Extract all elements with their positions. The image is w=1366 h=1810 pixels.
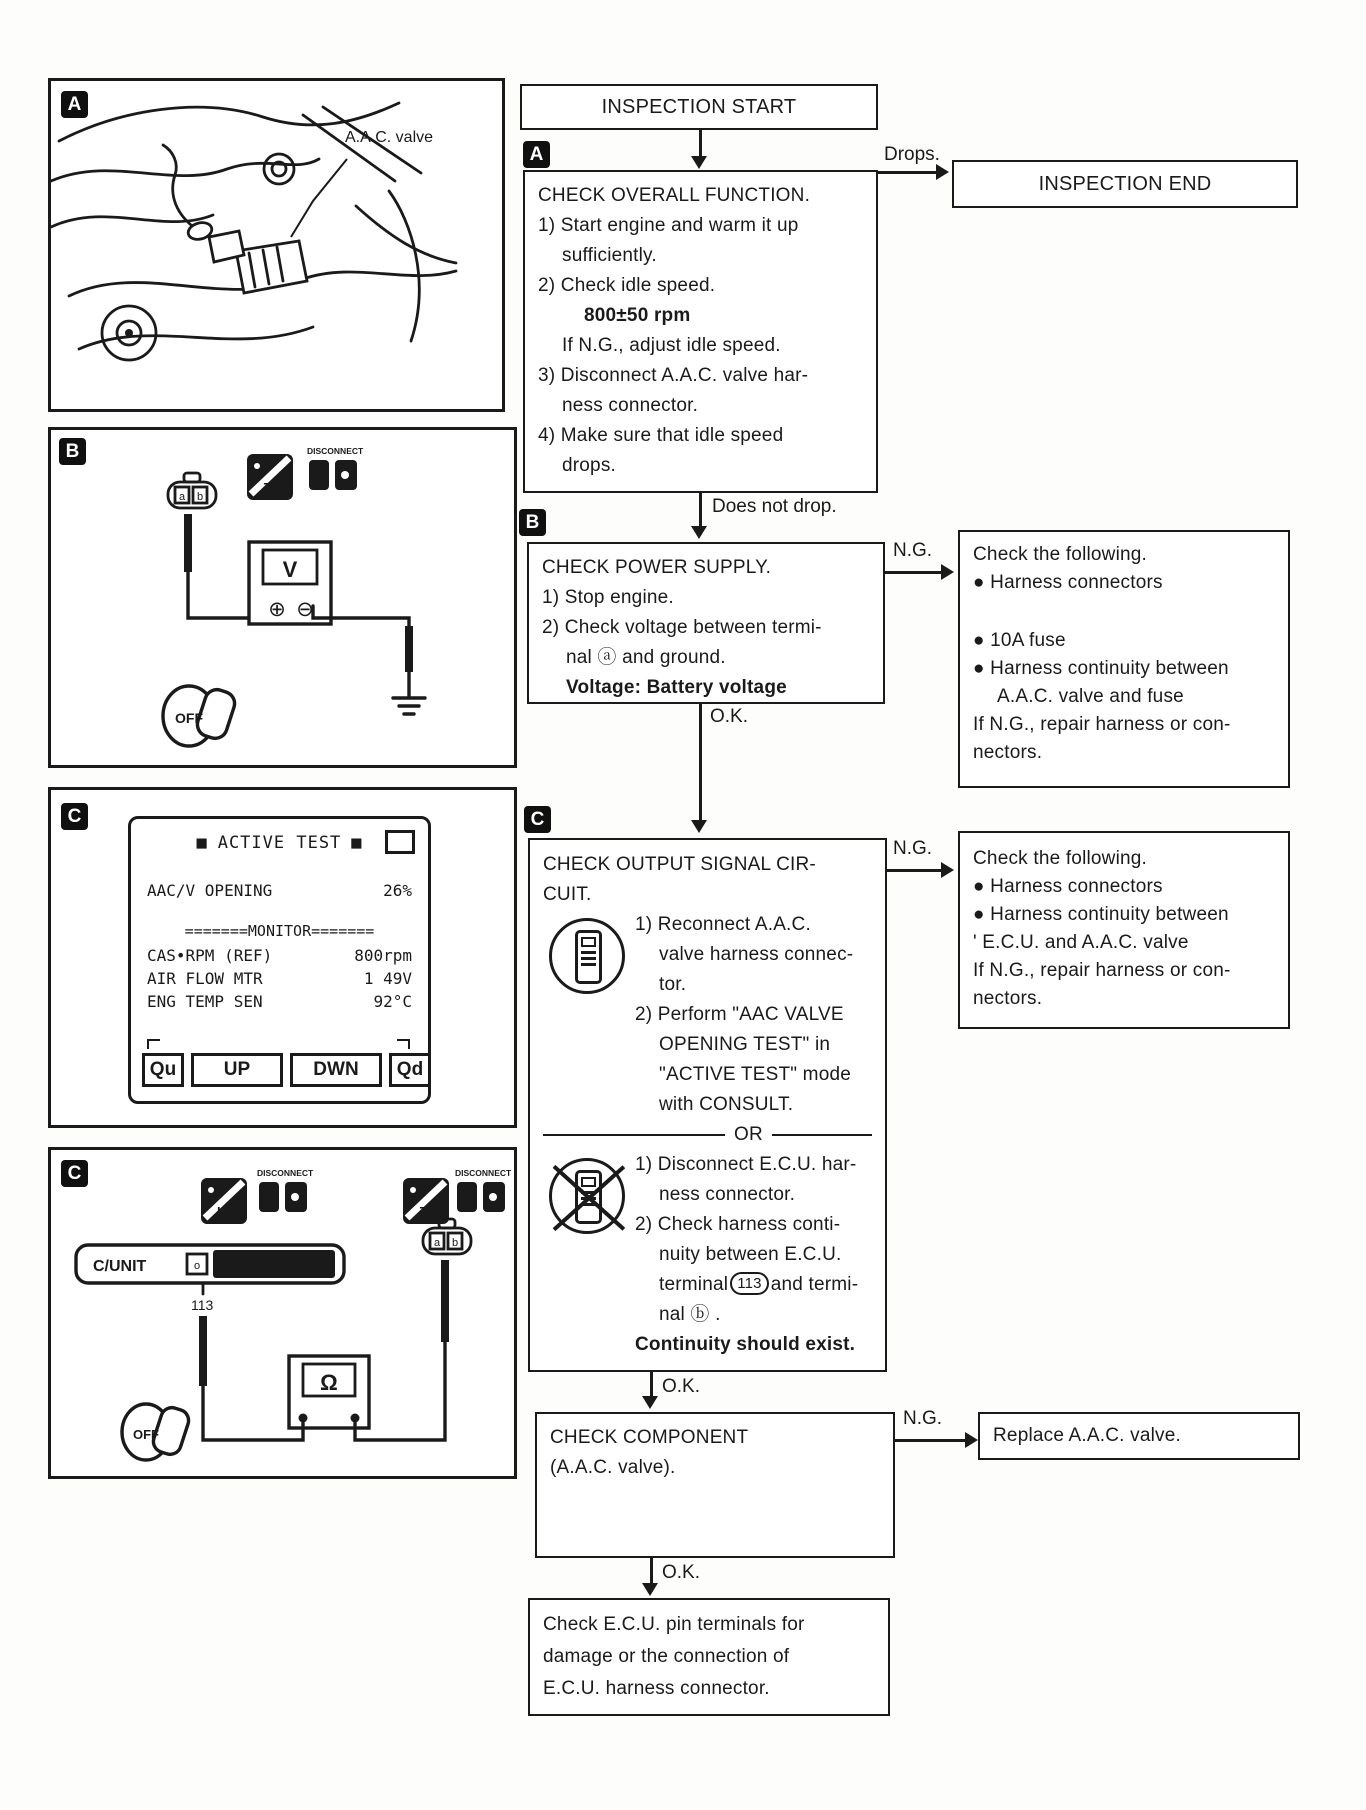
text-line: OPENING TEST" in bbox=[659, 1034, 831, 1055]
bullet-line: ● Harness connectors bbox=[973, 876, 1163, 897]
ts-tool-icon bbox=[247, 454, 293, 500]
text-line: nuity between E.C.U. bbox=[659, 1244, 842, 1265]
branch-label-does-not-drop: Does not drop. bbox=[712, 496, 837, 517]
text-line: 2) Check harness conti- bbox=[635, 1214, 841, 1235]
ignition-off-icon bbox=[163, 686, 238, 746]
bullet-line: ● Harness connectors bbox=[973, 572, 1163, 593]
box-title: CUIT. bbox=[543, 884, 592, 905]
svg-text:HS: HS bbox=[216, 1204, 236, 1219]
text-line: If N.G., adjust idle speed. bbox=[562, 335, 781, 356]
text-line: Check the following. bbox=[973, 544, 1148, 565]
bullet-line: ● Harness continuity between bbox=[973, 904, 1229, 925]
bullet-line: ● 10A fuse bbox=[973, 630, 1066, 651]
svg-text:CONNECTOR: CONNECTOR bbox=[230, 1257, 318, 1272]
disconnect-icon bbox=[257, 1168, 314, 1212]
ohmmeter-diagram bbox=[51, 1150, 514, 1476]
qd-button: Qd bbox=[389, 1053, 431, 1087]
text-line: 1) Start engine and warm it up bbox=[538, 215, 799, 236]
screen-buttons bbox=[142, 1053, 431, 1087]
branch-label-ng: N.G. bbox=[893, 838, 933, 859]
text-line: with CONSULT. bbox=[659, 1094, 794, 1115]
monitor-row: ENG TEMP SEN 92°C bbox=[147, 992, 412, 1011]
text-line: 2) Perform "AAC VALVE bbox=[635, 1004, 844, 1025]
step-b-badge: B bbox=[519, 509, 546, 536]
text-line: (A.A.C. valve). bbox=[550, 1457, 676, 1478]
inspection-end-box: INSPECTION END bbox=[952, 160, 1298, 208]
text-line: A.A.C. valve and fuse bbox=[997, 686, 1184, 707]
text-line: terminal 113 and termi- bbox=[659, 1274, 859, 1295]
svg-text:a: a bbox=[433, 1237, 441, 1249]
arrow-down-icon bbox=[642, 1396, 658, 1409]
active-test-title: ■ ACTIVE TEST ■ bbox=[196, 833, 363, 853]
or-divider: OR bbox=[543, 1120, 872, 1150]
text-line: nectors. bbox=[973, 742, 1043, 763]
aac-valve-callout: A.A.C. valve bbox=[345, 129, 434, 146]
branch-label-ok: O.K. bbox=[662, 1376, 701, 1397]
monitor-row: AIR FLOW MTR 1 49V bbox=[147, 969, 412, 988]
replace-aac-valve-box: Replace A.A.C. valve. bbox=[978, 1412, 1300, 1460]
step-a-badge: A bbox=[523, 141, 550, 168]
flow-connector bbox=[699, 704, 702, 820]
hs-tool-icon bbox=[201, 1178, 247, 1224]
ground-icon bbox=[393, 668, 425, 714]
inspection-start-box: INSPECTION START bbox=[520, 84, 878, 130]
bullet-line: ● Harness continuity between bbox=[973, 658, 1229, 679]
branch-label-ok: O.K. bbox=[662, 1562, 701, 1583]
corner-mark bbox=[147, 1039, 160, 1049]
disconnect-icon bbox=[307, 446, 364, 490]
cunit-connector-bar bbox=[76, 1245, 344, 1283]
svg-text:b: b bbox=[196, 491, 204, 503]
check-power-supply-box bbox=[527, 542, 885, 704]
title-square-left: ■ bbox=[196, 833, 208, 853]
flow-connector bbox=[885, 571, 942, 574]
svg-text:b: b bbox=[451, 1237, 459, 1249]
panel-c-badge: C bbox=[61, 803, 88, 830]
arrow-right-icon bbox=[941, 862, 954, 878]
svg-text:C/UNIT: C/UNIT bbox=[93, 1258, 147, 1275]
box-title: CHECK OUTPUT SIGNAL CIR- bbox=[543, 854, 816, 875]
panel-b-badge: B bbox=[59, 438, 86, 465]
panel-power-supply-diagram bbox=[48, 427, 517, 768]
voltmeter-diagram bbox=[51, 430, 514, 765]
text-line: 3) Disconnect A.A.C. valve har- bbox=[538, 365, 809, 386]
spec-line: Continuity should exist. bbox=[635, 1334, 856, 1355]
box-title: CHECK POWER SUPPLY. bbox=[542, 557, 772, 578]
ohmmeter-icon bbox=[289, 1356, 369, 1428]
qu-button: Qu bbox=[142, 1053, 184, 1087]
text-line: E.C.U. harness connector. bbox=[543, 1678, 770, 1699]
text-line: valve harness connec- bbox=[659, 944, 854, 965]
monitor-row: CAS•RPM (REF) 800rpm bbox=[147, 946, 412, 965]
svg-text:TS: TS bbox=[263, 480, 281, 495]
text-line: 4) Make sure that idle speed bbox=[538, 425, 784, 446]
text-line: nectors. bbox=[973, 988, 1043, 1009]
active-test-row: AAC/V OPENING 26% bbox=[147, 881, 412, 900]
arrow-right-icon bbox=[936, 164, 949, 180]
flow-connector bbox=[699, 130, 702, 156]
arrow-down-icon bbox=[642, 1583, 658, 1596]
screen-checkbox bbox=[385, 830, 415, 854]
check-component-box bbox=[535, 1412, 895, 1558]
connector-icon bbox=[423, 1219, 471, 1254]
text-line: 1) Disconnect E.C.U. har- bbox=[635, 1154, 857, 1175]
svg-text:TS: TS bbox=[419, 1204, 437, 1219]
no-consult-device-icon bbox=[549, 1158, 625, 1234]
corner-mark bbox=[397, 1039, 410, 1049]
text-line: nal ⓑ . bbox=[659, 1304, 721, 1325]
box-title: CHECK COMPONENT bbox=[550, 1427, 749, 1448]
disconnect-icon bbox=[455, 1168, 512, 1212]
arrow-down-icon bbox=[691, 526, 707, 539]
text-line: 1) Reconnect A.A.C. bbox=[635, 914, 811, 935]
monitor-divider: =======MONITOR======= bbox=[184, 922, 375, 940]
svg-text:Ω: Ω bbox=[320, 1370, 338, 1395]
flow-connector bbox=[895, 1439, 966, 1442]
branch-label-ng: N.G. bbox=[893, 540, 933, 561]
panel-aac-valve-location bbox=[48, 78, 505, 412]
arrow-right-icon bbox=[941, 564, 954, 580]
spec-line: 800±50 rpm bbox=[584, 305, 691, 326]
text-line: tor. bbox=[659, 974, 687, 995]
text-line: ' E.C.U. and A.A.C. valve bbox=[973, 932, 1189, 953]
text-line: If N.G., repair harness or con- bbox=[973, 714, 1231, 735]
panel-consult-active-test bbox=[48, 787, 517, 1128]
text-line: drops. bbox=[562, 455, 617, 476]
text-line: If N.G., repair harness or con- bbox=[973, 960, 1231, 981]
text-line: 2) Check voltage between termi- bbox=[542, 617, 822, 638]
panel-c2-badge: C bbox=[61, 1160, 88, 1187]
branch-label-ok: O.K. bbox=[710, 706, 749, 727]
svg-text:a: a bbox=[178, 491, 186, 503]
panel-a-badge: A bbox=[61, 91, 88, 118]
branch-label-drops: Drops. bbox=[884, 144, 940, 165]
dwn-button: DWN bbox=[290, 1053, 382, 1087]
svg-text:V: V bbox=[282, 557, 298, 582]
svg-text:DISCONNECT: DISCONNECT bbox=[307, 446, 364, 456]
text-line: 1) Stop engine. bbox=[542, 587, 674, 608]
svg-text:DISCONNECT: DISCONNECT bbox=[257, 1168, 314, 1178]
text-line: Check E.C.U. pin terminals for bbox=[543, 1614, 805, 1635]
branch-label-ng: N.G. bbox=[903, 1408, 943, 1429]
engine-illustration bbox=[51, 81, 502, 409]
check-following-box-c bbox=[958, 831, 1290, 1029]
up-button: UP bbox=[191, 1053, 283, 1087]
title-square-right: ■ bbox=[351, 833, 363, 853]
flow-connector bbox=[699, 493, 702, 526]
text-line: 2) Check idle speed. bbox=[538, 275, 716, 296]
flow-connector bbox=[878, 171, 936, 174]
svg-text:⊕: ⊕ bbox=[268, 598, 286, 621]
svg-text:⊖: ⊖ bbox=[296, 598, 314, 621]
text-line: nal ⓐ and ground. bbox=[566, 647, 726, 668]
ts-tool-icon bbox=[403, 1178, 449, 1224]
text-line: ness connector. bbox=[659, 1184, 796, 1205]
svg-text:o: o bbox=[193, 1260, 201, 1272]
text-line: "ACTIVE TEST" mode bbox=[659, 1064, 852, 1085]
text-line: ness connector. bbox=[562, 395, 699, 416]
panel-continuity-diagram bbox=[48, 1147, 517, 1479]
check-ecu-pin-terminals-box bbox=[528, 1598, 890, 1716]
check-following-box-b bbox=[958, 530, 1290, 788]
box-title: CHECK OVERALL FUNCTION. bbox=[538, 185, 811, 206]
text-line: damage or the connection of bbox=[543, 1646, 790, 1667]
check-overall-function-box bbox=[523, 170, 878, 493]
ignition-off-icon bbox=[122, 1404, 191, 1460]
flow-connector bbox=[887, 869, 942, 872]
terminal-113-oval: 113 bbox=[730, 1272, 769, 1295]
voltmeter-icon bbox=[249, 542, 331, 624]
svg-text:OFF: OFF bbox=[175, 710, 203, 726]
flow-connector bbox=[650, 1372, 653, 1396]
svg-text:OFF: OFF bbox=[133, 1427, 159, 1442]
arrow-down-icon bbox=[691, 156, 707, 169]
spacer bbox=[973, 597, 1275, 627]
step-c-badge: C bbox=[524, 806, 551, 833]
terminal-113-label: 113 bbox=[191, 1297, 214, 1313]
svg-text:DISCONNECT: DISCONNECT bbox=[455, 1168, 512, 1178]
spec-line: Voltage: Battery voltage bbox=[566, 677, 787, 698]
consult-device-icon bbox=[549, 918, 625, 994]
flow-connector bbox=[650, 1558, 653, 1583]
check-output-signal-box bbox=[528, 838, 887, 1372]
arrow-down-icon bbox=[691, 820, 707, 833]
arrow-right-icon bbox=[965, 1432, 978, 1448]
text-line: sufficiently. bbox=[562, 245, 657, 266]
consult-screen bbox=[128, 816, 431, 1104]
text-line: Check the following. bbox=[973, 848, 1148, 869]
